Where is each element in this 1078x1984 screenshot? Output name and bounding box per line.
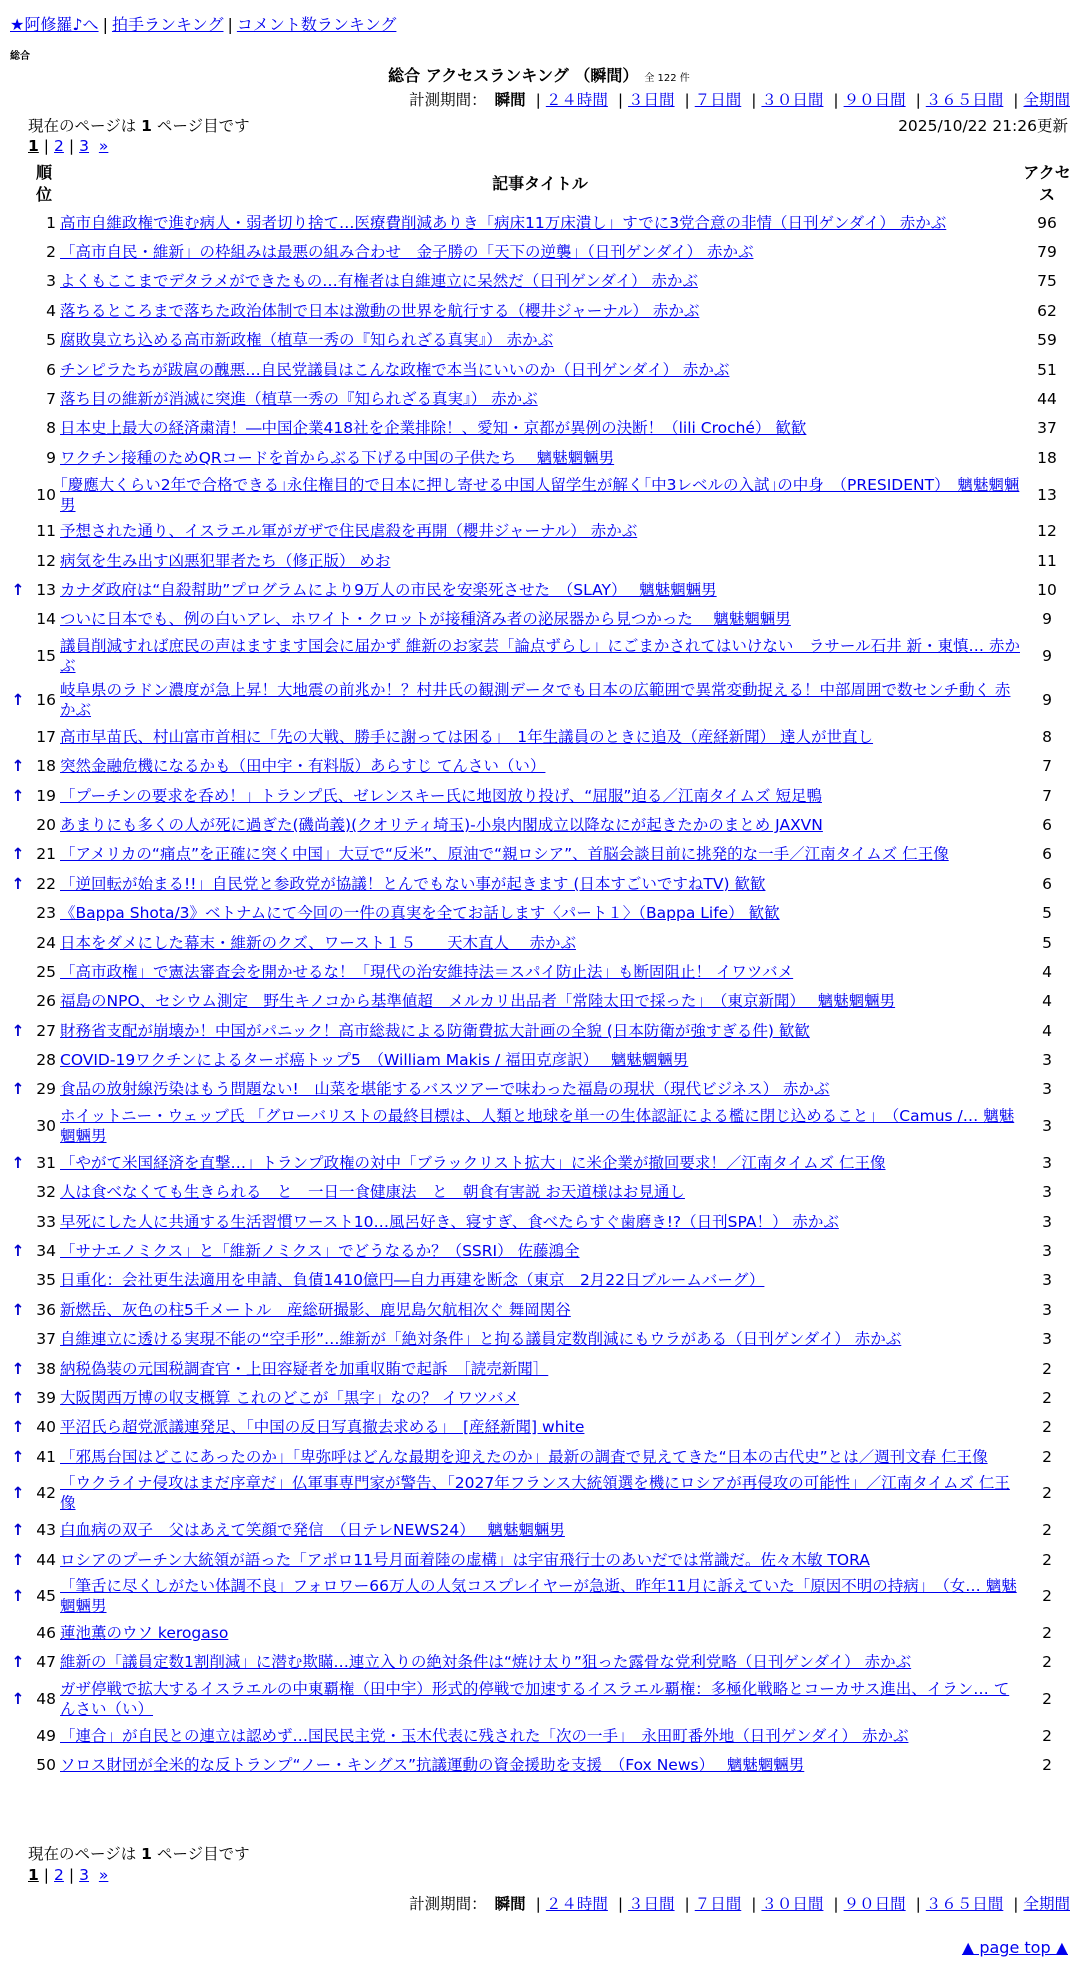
rank-number: 2 (46, 243, 56, 262)
access-count: 3 (1042, 1117, 1052, 1136)
period-label: 計測期間： (409, 91, 487, 109)
table-row (8, 1574, 1074, 1618)
table-row (8, 355, 1074, 384)
article-title-link[interactable]: ｢慶應大くらい2年で合格できる｣永住権目的で日本に押し寄せる中国人留学生が解く｢中3レベルの入試｣の中身 （PRESIDENT） 魑魅魍魎男 (60, 475, 1020, 514)
rank-number: 34 (36, 1242, 56, 1261)
access-count: 2 (1042, 1521, 1052, 1540)
article-title-link[interactable]: 維新の「議員定数1割削減」に潜む欺瞞…連立入りの絶対条件は“焼け太り”狙った露骨な党利党略（日刊ゲンダイ） 赤かぶ (60, 1653, 912, 1672)
rank-up-arrow-icon: ↑ (11, 1550, 25, 1569)
article-title-link[interactable]: 突然金融危機になるかも（田中宇・有料版）あらすじ てんさい（い） (60, 757, 546, 776)
rank-number: 20 (36, 815, 56, 834)
access-count: 7 (1042, 757, 1052, 776)
access-count: 2 (1042, 1623, 1052, 1642)
rank-number: 32 (36, 1183, 56, 1202)
article-title-link[interactable]: 落ちるところまで落ちた政治体制で日本は激動の世界を航行する（櫻井ジャーナル） 赤かぶ (60, 301, 700, 320)
rank-number: 27 (36, 1021, 56, 1040)
rank-number: 39 (36, 1388, 56, 1407)
ranking-rows (8, 208, 1074, 1780)
access-count: 12 (1037, 522, 1057, 541)
access-count: 37 (1037, 419, 1057, 438)
access-count: 8 (1042, 727, 1052, 746)
page-title (0, 63, 1078, 86)
pager-bottom: 1 | 2 | 3 » (28, 1866, 109, 1884)
article-title-link[interactable]: 落ち目の維新が消滅に突進（植草一秀の『知られざる真実』） 赤かぶ (60, 390, 538, 409)
period-link-3d[interactable]: ３日間 (628, 91, 675, 109)
rank-number: 16 (36, 691, 56, 710)
table-row (8, 722, 1074, 751)
table-row (8, 869, 1074, 898)
period-label: 計測期間： (409, 1895, 487, 1913)
col-hits-header: アクセス (1023, 163, 1071, 204)
rank-number: 47 (36, 1653, 56, 1672)
rank-number: 30 (36, 1117, 56, 1136)
table-row (8, 1383, 1074, 1412)
rank-number: 11 (36, 522, 56, 541)
article-title-link[interactable]: 《Bappa Shota/3》ベトナムにて今回の一件の真実を全てお話します〈パート１〉（Bappa Life） 歓歓 (60, 904, 780, 923)
rank-number: 46 (36, 1623, 56, 1642)
access-count: 6 (1042, 845, 1052, 864)
col-rank-header: 順位 (35, 163, 52, 204)
article-title-link[interactable]: 高市自維政権で進む病人・弱者切り捨て…医療費削減ありき「病床11万床潰し」すでに3党合意の非情（日刊ゲンダイ） 赤かぶ (60, 213, 947, 232)
access-count: 2 (1042, 1690, 1052, 1709)
access-count: 2 (1042, 1484, 1052, 1503)
rank-up-arrow-icon: ↑ (11, 1080, 25, 1099)
table-row (8, 1413, 1074, 1442)
rank-up-arrow-icon: ↑ (11, 786, 25, 805)
access-count: 2 (1042, 1653, 1052, 1672)
article-title-link[interactable]: 腐敗臭立ち込める高市新政権（植草一秀の『知られざる真実』） 赤かぶ (60, 331, 554, 350)
rank-number: 4 (46, 301, 56, 320)
table-row (8, 1045, 1074, 1074)
table-row (8, 414, 1074, 443)
col-title-header: 記事タイトル (492, 174, 588, 193)
period-link-30d[interactable]: ３０日間 (761, 91, 824, 109)
rank-number: 36 (36, 1300, 56, 1319)
access-count: 3 (1042, 1080, 1052, 1099)
rank-number: 24 (36, 933, 56, 952)
period-link-90d[interactable]: ９０日間 (843, 1895, 906, 1913)
pager-link-3[interactable]: 3 (79, 137, 90, 155)
article-title-link[interactable]: 平沼氏ら超党派議連発足、「中国の反日写真撤去求める」 [産経新聞] white (60, 1418, 585, 1437)
table-row (8, 1104, 1074, 1148)
rank-number: 31 (36, 1153, 56, 1172)
table-row (8, 1442, 1074, 1471)
table-row (8, 296, 1074, 325)
article-title-link[interactable]: 福島のNPO、セシウム測定 野生キノコから基準値超 メルカリ出品者「常陸太田で採った」 （東京新聞） 魑魅魍魎男 (60, 992, 896, 1011)
rank-number: 48 (36, 1690, 56, 1709)
rank-up-arrow-icon: ↑ (11, 1484, 25, 1503)
table-row (8, 517, 1074, 546)
access-count: 13 (1037, 485, 1057, 504)
article-title-link[interactable]: 納税偽装の元国税調査官・上田容疑者を加重収賄で起訴 ［読売新聞］ (60, 1359, 549, 1378)
article-title-link[interactable]: ソロス財団が全米的な反トランプ“ノー・キングス”抗議運動の資金援助を支援 （Fox News） 魑魅魍魎男 (60, 1756, 805, 1775)
table-row (8, 1266, 1074, 1295)
table-row (8, 751, 1074, 780)
article-title-link[interactable]: 議員削減すれば庶民の声はますます国会に届かず 維新のお家芸「論点ずらし」にごまかされてはいけない ラサール石井 新・東慎… 赤かぶ (60, 637, 1020, 676)
table-row (8, 546, 1074, 575)
access-count: 3 (1042, 1153, 1052, 1172)
article-title-link[interactable]: 大阪関西万博の収支概算 これのどこが「黒字」なの？ イワツバメ (60, 1388, 520, 1407)
rank-up-arrow-icon: ↑ (11, 1153, 25, 1172)
applause-ranking-link[interactable]: 拍手ランキング (111, 15, 224, 34)
rank-number: 3 (46, 272, 56, 291)
updated-timestamp: 2025/10/22 21:26更新 (898, 117, 1068, 135)
access-count: 59 (1037, 331, 1057, 350)
table-row (8, 1325, 1074, 1354)
rank-number: 41 (36, 1447, 56, 1466)
access-count: 3 (1042, 1051, 1052, 1070)
access-count: 3 (1042, 1212, 1052, 1231)
rank-number: 1 (46, 213, 56, 232)
rank-up-arrow-icon: ↑ (11, 1521, 25, 1540)
access-count: 2 (1042, 1756, 1052, 1775)
table-row (8, 1750, 1074, 1779)
rank-number: 10 (36, 485, 56, 504)
rank-number: 44 (36, 1550, 56, 1569)
access-count: 11 (1037, 551, 1057, 570)
article-title-link[interactable]: カナダ政府は“自殺幇助”プログラムにより9万人の市民を安楽死させた （SLAY） 魑魅魍魎男 (60, 580, 717, 599)
rank-number: 42 (36, 1484, 56, 1503)
rank-number: 8 (46, 419, 56, 438)
table-row (8, 1075, 1074, 1104)
article-title-link[interactable]: 「連合」が自民との連立は認めず…国民民主党・玉木代表に残された「次の一手」 永田町番外地（日刊ゲンダイ） 赤かぶ (60, 1726, 909, 1745)
rank-up-arrow-icon: ↑ (11, 1242, 25, 1261)
pager-current: 1 (28, 1866, 39, 1884)
table-row (8, 1721, 1074, 1750)
article-title-link[interactable]: 日重化：会社更生法適用を申請、負債1410億円―自力再建を断念（東京 2月22日ブルームバーグ） (60, 1271, 765, 1290)
rank-up-arrow-icon: ↑ (11, 580, 25, 599)
article-title-link[interactable]: 「アメリカの“痛点”を正確に突く中国」大豆で“反米”、原油で“親ロシア”、首脳会談目前に挑発的な一手／江南タイムズ 仁王像 (60, 845, 949, 864)
access-count: 3 (1042, 1330, 1052, 1349)
access-count: 75 (1037, 272, 1057, 291)
table-row (8, 605, 1074, 634)
article-title-link[interactable]: 「プーチンの要求を呑め！」トランプ氏、ゼレンスキー氏に地図放り投げ、“屈服”迫る／江南タイムズ 短足鴨 (60, 786, 822, 805)
table-row (8, 928, 1074, 957)
access-count: 6 (1042, 874, 1052, 893)
access-count: 79 (1037, 243, 1057, 262)
access-count: 6 (1042, 815, 1052, 834)
table-row (8, 1515, 1074, 1544)
table-row (8, 267, 1074, 296)
rank-number: 14 (36, 610, 56, 629)
rank-up-arrow-icon: ↑ (11, 1690, 25, 1709)
pager-next[interactable]: » (98, 1866, 109, 1884)
pager-current: 1 (28, 137, 39, 155)
rank-number: 5 (46, 331, 56, 350)
period-link-24h[interactable]: ２４時間 (545, 91, 608, 109)
article-title-link[interactable]: COVID-19ワクチンによるターボ癌トップ5 （William Makis / 福田克彦訳） 魑魅魍魎男 (60, 1051, 689, 1070)
article-title-link[interactable]: 「逆回転が始まる!!」自民党と参政党が協議！とんでもない事が起きます (日本すごいですねTV) 歓歓 (60, 874, 766, 893)
access-count: 9 (1042, 647, 1052, 666)
access-count: 5 (1042, 933, 1052, 952)
rank-number: 15 (36, 647, 56, 666)
access-count: 2 (1042, 1418, 1052, 1437)
pager-link-3[interactable]: 3 (79, 1866, 90, 1884)
table-row (8, 781, 1074, 810)
article-title-link[interactable]: 「高市自民・維新」の枠組みは最悪の組み合わせ 金子勝の「天下の逆襲」（日刊ゲンダイ） 赤かぶ (60, 243, 754, 262)
table-row (8, 840, 1074, 869)
article-title-link[interactable]: ガザ停戦で拡大するイスラエルの中東覇権（田中宇）形式的停戦で加速するイスラエル覇権：多極化戦略とコーカサス進出、イラン… てんさい（い） (60, 1680, 1010, 1719)
rank-number: 40 (36, 1418, 56, 1437)
rank-number: 25 (36, 962, 56, 981)
access-count: 96 (1037, 213, 1057, 232)
rank-up-arrow-icon: ↑ (11, 874, 25, 893)
total-count: 全 122 件 (644, 73, 690, 84)
article-title-link[interactable]: ついに日本でも、例の白いアレ、ホワイト・クロットが接種済み者の泌尿器から見つかった 魑魅魍魎男 (60, 610, 791, 629)
rank-number: 49 (36, 1726, 56, 1745)
rank-up-arrow-icon: ↑ (11, 1359, 25, 1378)
table-row (8, 1295, 1074, 1324)
pager-link-2[interactable]: 2 (54, 1866, 64, 1884)
period-link-365d[interactable]: ３６５日間 (925, 1895, 1004, 1913)
rank-number: 22 (36, 874, 56, 893)
table-row (8, 384, 1074, 413)
article-title-link[interactable]: 「邪馬台国はどこにあったのか」「卑弥呼はどんな最期を迎えたのか」最新の調査で見えてきた“日本の古代史”とは／週刊文春 仁王像 (60, 1447, 988, 1466)
period-link-7d[interactable]: ７日間 (694, 91, 742, 109)
table-row (8, 1236, 1074, 1265)
article-title-link[interactable]: ワクチン接種のためQRコードを首からぶる下げる中国の子供たち 魑魅魍魎男 (60, 448, 615, 467)
article-title-link[interactable]: よくもここまでデタラメができたもの…有権者は自維連立に呆然だ（日刊ゲンダイ） 赤かぶ (60, 272, 698, 291)
article-title-link[interactable]: 高市早苗氏、村山富市首相に「先の大戦、勝手に謝っては困る」 1年生議員のときに追及（産経新聞） 達人が世直し (60, 727, 874, 746)
rank-number: 35 (36, 1271, 56, 1290)
table-row (8, 326, 1074, 355)
article-title-link[interactable]: 予想された通り、イスラエル軍がガザで住民虐殺を再開（櫻井ジャーナル） 赤かぶ (60, 522, 638, 541)
table-row (8, 1545, 1074, 1574)
rank-up-arrow-icon: ↑ (11, 1653, 25, 1672)
article-title-link[interactable]: 人は食べなくても生きられる と 一日一食健康法 と 朝食有害説 お天道様はお見通し (60, 1183, 685, 1202)
rank-number: 21 (36, 845, 56, 864)
access-count: 2 (1042, 1447, 1052, 1466)
rank-up-arrow-icon: ↑ (11, 1447, 25, 1466)
article-title-link[interactable]: 日本をダメにした幕末・維新のクズ、ワースト１５ 天木直人 赤かぶ (60, 933, 576, 952)
article-title-link[interactable]: ロシアのプーチン大統領が語った「アポロ11号月面着陸の虚構」は宇宙飛行士のあいだでは常識だ。佐々木敏 TORA (60, 1550, 870, 1569)
ranking-table (8, 160, 1074, 1780)
rank-up-arrow-icon: ↑ (11, 1300, 25, 1319)
table-row (8, 443, 1074, 472)
period-link-90d[interactable]: ９０日間 (843, 91, 906, 109)
pager-top: 1 | 2 | 3 » (28, 137, 109, 155)
rank-number: 6 (46, 360, 56, 379)
access-count: 3 (1042, 1300, 1052, 1319)
table-row (8, 678, 1074, 722)
table-row (8, 987, 1074, 1016)
table-row (8, 1148, 1074, 1177)
home-link[interactable]: ★阿修羅♪へ (10, 15, 99, 34)
pager-next[interactable]: » (98, 137, 109, 155)
rank-up-arrow-icon: ↑ (11, 691, 25, 710)
period-current: 瞬間 (494, 1895, 526, 1913)
access-count: 4 (1042, 992, 1052, 1011)
rank-number: 7 (46, 390, 56, 409)
rank-number: 9 (46, 448, 56, 467)
article-title-link[interactable]: 「高市政権」で憲法審査会を開かせるな！「現代の治安維持法＝スパイ防止法」も断固阻止！ イワツバメ (60, 962, 794, 981)
access-count: 3 (1042, 1242, 1052, 1261)
article-title-link[interactable]: 早死にした人に共通する生活習慣ワースト10…風呂好き、寝すぎ、食べたらすぐ歯磨き!?（日刊SPA！） 赤かぶ (60, 1212, 839, 1231)
access-count: 51 (1037, 360, 1057, 379)
rank-number: 50 (36, 1756, 56, 1775)
table-row (8, 1677, 1074, 1721)
article-title-link[interactable]: 食品の放射線汚染はもう問題ない! 山菜を堪能するバスツアーで味わった福島の現状（現代ビジネス） 赤かぶ (60, 1080, 830, 1099)
rank-number: 28 (36, 1051, 56, 1070)
period-selector-top: 計測期間： 瞬間 | ２４時間 | ３日間 | ７日間 | ３０日間 | ９０日間 | ３６５日間 | 全期間 (409, 91, 1070, 109)
rank-up-arrow-icon: ↑ (11, 757, 25, 776)
access-count: 9 (1042, 610, 1052, 629)
access-count: 4 (1042, 1021, 1052, 1040)
ranking-title: 総合 アクセスランキング （瞬間） (388, 66, 639, 85)
article-title-link[interactable]: 岐阜県のラドン濃度が急上昇！大地震の前兆か！？村井氏の観測データでも日本の広範囲で異常変動捉える！中部周囲で数センチ動く 赤かぶ (60, 681, 1011, 720)
pager-link-2[interactable]: 2 (54, 137, 64, 155)
period-link-all[interactable]: 全期間 (1023, 91, 1070, 109)
rank-number: 33 (36, 1212, 56, 1231)
article-title-link[interactable]: 「筆舌に尽くしがたい体調不良」フォロワー66万人の人気コスプレイヤーが急逝、昨年11月に訴えていた「原因不明の持病」 （女… 魑魅魍魎男 (60, 1577, 1017, 1616)
access-count: 2 (1042, 1359, 1052, 1378)
access-count: 10 (1037, 580, 1057, 599)
article-title-link[interactable]: チンピラたちが跋扈の醜悪…自民党議員はこんな政権で本当にいいのか（日刊ゲンダイ） 赤かぶ (60, 360, 730, 379)
article-title-link[interactable]: 自維連立に透ける実現不能の“空手形”…維新が「絶対条件」と拘る議員定数削減にもウラがある（日刊ゲンダイ） 赤かぶ (60, 1330, 902, 1349)
table-row (8, 1648, 1074, 1677)
nav-separator: | (102, 15, 108, 34)
table-row (8, 810, 1074, 839)
comment-ranking-link[interactable]: コメント数ランキング (236, 15, 397, 34)
period-link-30d[interactable]: ３０日間 (761, 1895, 824, 1913)
period-link-24h[interactable]: ２４時間 (545, 1895, 608, 1913)
table-row (8, 1471, 1074, 1515)
page-top-link[interactable]: ▲ page top ▲ (961, 1938, 1068, 1957)
rank-number: 19 (36, 786, 56, 805)
rank-number: 37 (36, 1330, 56, 1349)
nav-separator: | (227, 15, 233, 34)
table-row (8, 898, 1074, 927)
table-row (8, 473, 1074, 517)
access-count: 9 (1042, 691, 1052, 710)
access-count: 2 (1042, 1587, 1052, 1606)
table-row (8, 575, 1074, 604)
access-count: 3 (1042, 1271, 1052, 1290)
rank-up-arrow-icon: ↑ (11, 1388, 25, 1407)
rank-number: 45 (36, 1587, 56, 1606)
article-title-link[interactable]: 白血病の双子 父はあえて笑顔で発信 （日テレNEWS24） 魑魅魍魎男 (60, 1521, 565, 1540)
category-label: 総合 (10, 51, 30, 62)
table-row (8, 957, 1074, 986)
access-count: 2 (1042, 1388, 1052, 1407)
period-link-7d[interactable]: ７日間 (694, 1895, 742, 1913)
table-row (8, 1016, 1074, 1045)
access-count: 4 (1042, 962, 1052, 981)
rank-number: 18 (36, 757, 56, 776)
period-current: 瞬間 (494, 91, 526, 109)
access-count: 18 (1037, 448, 1057, 467)
table-row (8, 1207, 1074, 1236)
period-link-all[interactable]: 全期間 (1023, 1895, 1070, 1913)
article-title-link[interactable]: 「やがて米国経済を直撃…」トランプ政権の対中「ブラックリスト拡大」に米企業が撤回要求！／江南タイムズ 仁王像 (60, 1153, 886, 1172)
period-link-365d[interactable]: ３６５日間 (925, 91, 1004, 109)
article-title-link[interactable]: あまりにも多くの人が死に過ぎた(磯尚義)(クオリティ埼玉)-小泉内閣成立以降なにが起きたかのまとめ JAXVN (60, 815, 823, 834)
period-link-3d[interactable]: ３日間 (628, 1895, 675, 1913)
rank-number: 17 (36, 727, 56, 746)
article-title-link[interactable]: 日本史上最大の経済粛清！―中国企業418社を企業排除！、愛知・京都が異例の決断！（lili Croché） 歓歓 (60, 419, 807, 438)
rank-up-arrow-icon: ↑ (11, 1418, 25, 1437)
article-title-link[interactable]: 財務省支配が崩壊か！中国がパニック！高市総裁による防衛費拡大計画の全貌 (日本防衛が強すぎる件) 歓歓 (60, 1021, 810, 1040)
table-row (8, 1354, 1074, 1383)
article-title-link[interactable]: 蓮池薫のウソ kerogaso (60, 1623, 229, 1642)
rank-number: 38 (36, 1359, 56, 1378)
access-count: 62 (1037, 301, 1057, 320)
top-nav (10, 12, 396, 35)
rank-number: 12 (36, 551, 56, 570)
article-title-link[interactable]: 新燃岳、灰色の柱5千メートル 産総研撮影、鹿児島欠航相次ぐ 舞岡関谷 (60, 1300, 571, 1319)
rank-up-arrow-icon: ↑ (11, 1021, 25, 1040)
article-title-link[interactable]: 病気を生み出す凶悪犯罪者たち（修正版） めお (60, 551, 391, 570)
period-selector-bottom: 計測期間： 瞬間 | ２４時間 | ３日間 | ７日間 | ３０日間 | ９０日間 | ３６５日間 | 全期間 (409, 1895, 1070, 1913)
page-info-top: 現在のページは 1 ページ目です (28, 117, 250, 135)
access-count: 2 (1042, 1726, 1052, 1745)
table-row (8, 208, 1074, 237)
access-count: 7 (1042, 786, 1052, 805)
page-info-bottom: 現在のページは 1 ページ目です (28, 1845, 250, 1863)
table-row (8, 634, 1074, 678)
rank-number: 23 (36, 904, 56, 923)
table-row (8, 237, 1074, 266)
rank-up-arrow-icon: ↑ (11, 845, 25, 864)
access-count: 5 (1042, 904, 1052, 923)
access-count: 2 (1042, 1550, 1052, 1569)
article-title-link[interactable]: 「ウクライナ侵攻はまだ序章だ」仏軍事専門家が警告、「2027年フランス大統領選を機にロシアが再侵攻の可能性」／江南タイムズ 仁王像 (60, 1474, 1010, 1513)
rank-number: 13 (36, 580, 56, 599)
article-title-link[interactable]: ホイットニー・ウェッブ氏 「グローバリストの最終目標は、人類と地球を単一の生体認証による檻に閉じ込めること」 （Camus /… 魑魅魍魎男 (60, 1107, 1015, 1146)
table-row (8, 1618, 1074, 1647)
access-count: 44 (1037, 390, 1057, 409)
rank-up-arrow-icon: ↑ (11, 1587, 25, 1606)
rank-number: 43 (36, 1521, 56, 1540)
table-row (8, 1178, 1074, 1207)
rank-number: 29 (36, 1080, 56, 1099)
rank-number: 26 (36, 992, 56, 1011)
article-title-link[interactable]: 「サナエノミクス」と「維新ノミクス」でどうなるか？（SSRI） 佐藤鴻全 (60, 1242, 580, 1261)
access-count: 3 (1042, 1183, 1052, 1202)
